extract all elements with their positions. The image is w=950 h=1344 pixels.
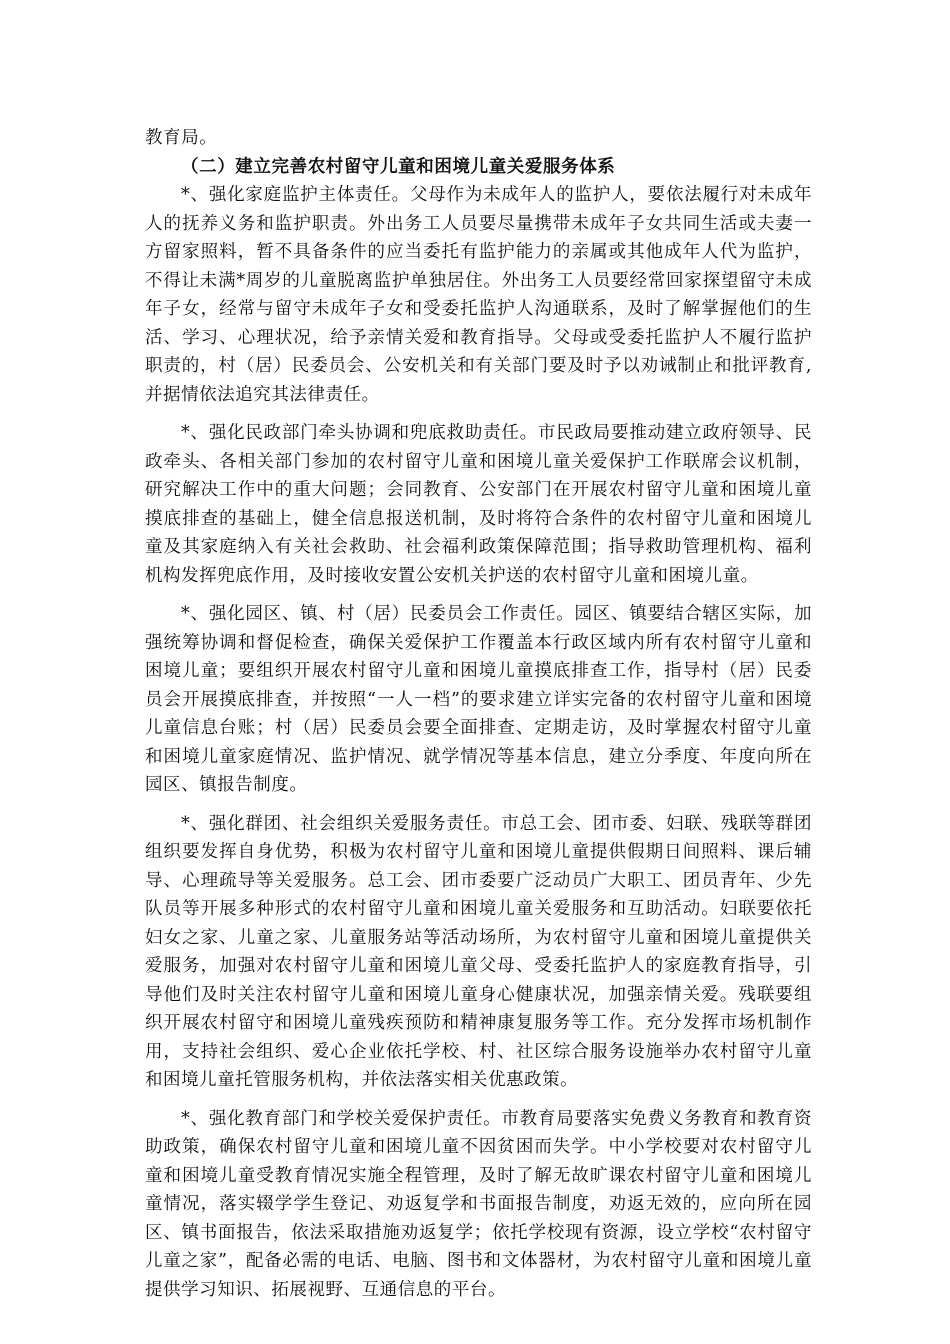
paragraph-social-organizations: *、强化群团、社会组织关爱服务责任。市总工会、团市委、妇联、残联等群团组织要发挥自身优势，积极为农村留守儿童和困境儿童提供假期日间照料、课后辅导、心理疏导等关爱服务。总工会、团市委要广泛动员广大职工、团员青年、少先队员等开展多种形式的农村留守儿童和困境儿童关爱服务和互助活动。妇联要依托妇女之家、儿童之家、儿童服务站等活动场所，为农村留守儿童和困境儿童提供关爱服务，加强对农村留守儿童和困境儿童父母、受委托监护人的家庭教育指导，引导他们及时关注农村留守儿童和困境儿童身心健康状况，加强亲情关爱。残联要组织开展农村留守和困境儿童残疾预防和精神康复服务等工作。充分发挥市场机制作用，支持社会组织、爱心企业依托学校、村、社区综合服务设施举办农村留守儿童和困境儿童托管服务机构，并依法落实相关优惠政策。 (145, 813, 812, 1090)
paragraph-education-schools: *、强化教育部门和学校关爱保护责任。市教育局要落实免费义务教育和教育资助政策，确保农村留守儿童和困境儿童不因贫困而失学。中小学校要对农村留守儿童和困境儿童受教育情况实施全程管理，及时了解无故旷课农村留守儿童和困境儿童情况，落实辍学学生登记、劝返复学和书面报告制度，劝返无效的，应向所在园区、镇书面报告，依法采取措施劝返复学；依托学校现有资源，设立学校“农村留守儿童之家”，配备必需的电话、电脑、图书和文体器材，为农村留守儿童和困境儿童提供学习知识、拓展视野、互通信息的平台。 (145, 1108, 812, 1300)
paragraph-town-village: *、强化园区、镇、村（居）民委员会工作责任。园区、镇要结合辖区实际，加强统筹协调和督促检查，确保关爱保护工作覆盖本行政区域内所有农村留守儿童和困境儿童；要组织开展农村留守儿童和困境儿童摸底排查工作，指导村（居）民委员会开展摸底排查，并按照“一人一档”的要求建立详实完备的农村留守儿童和困境儿童信息台账；村（居）民委员会要全面排查、定期走访，及时掌握农村留守儿童和困境儿童家庭情况、监护情况、就学情况等基本信息，建立分季度、年度向所在园区、镇报告制度。 (145, 604, 812, 795)
lead-line: 教育局。 (145, 128, 218, 148)
paragraph-civil-affairs: *、强化民政部门牵头协调和兜底救助责任。市民政局要推动建立政府领导、民政牵头、各相关部门参加的农村留守儿童和困境儿童关爱保护工作联席会议机制，研究解决工作中的重大问题；会同教育、公安部门在开展农村留守儿童和困境儿童摸底排查的基础上，健全信息报送机制，及时将符合条件的农村留守儿童和困境儿童及其家庭纳入有关社会救助、社会福利政策保障范围；指导救助管理机构、福利机构发挥兜底作用，及时接收安置公安机关护送的农村留守儿童和困境儿童。 (145, 423, 812, 586)
paragraph-family-guardianship: *、强化家庭监护主体责任。父母作为未成年人的监护人，要依法履行对未成年人的抚养义务和监护职责。外出务工人员要尽量携带未成年子女共同生活或夫妻一方留家照料，暂不具备条件的应当委托有监护能力的亲属或其他成年人代为监护，不得让未满*周岁的儿童脱离监护单独居住。外出务工人员要经常回家探望留守未成年子女，经常与留守未成年子女和受委托监护人沟通联系，及时了解掌握他们的生活、学习、心理状况，给予亲情关爱和教育指导。父母或受委托监护人不履行监护职责的，村（居）民委员会、公安机关和有关部门要及时予以劝诫制止和批评教育,并据情依法追究其法律责任。 (145, 185, 812, 405)
section-heading: （二）建立完善农村留守儿童和困境儿童关爱服务体系 (181, 156, 616, 177)
